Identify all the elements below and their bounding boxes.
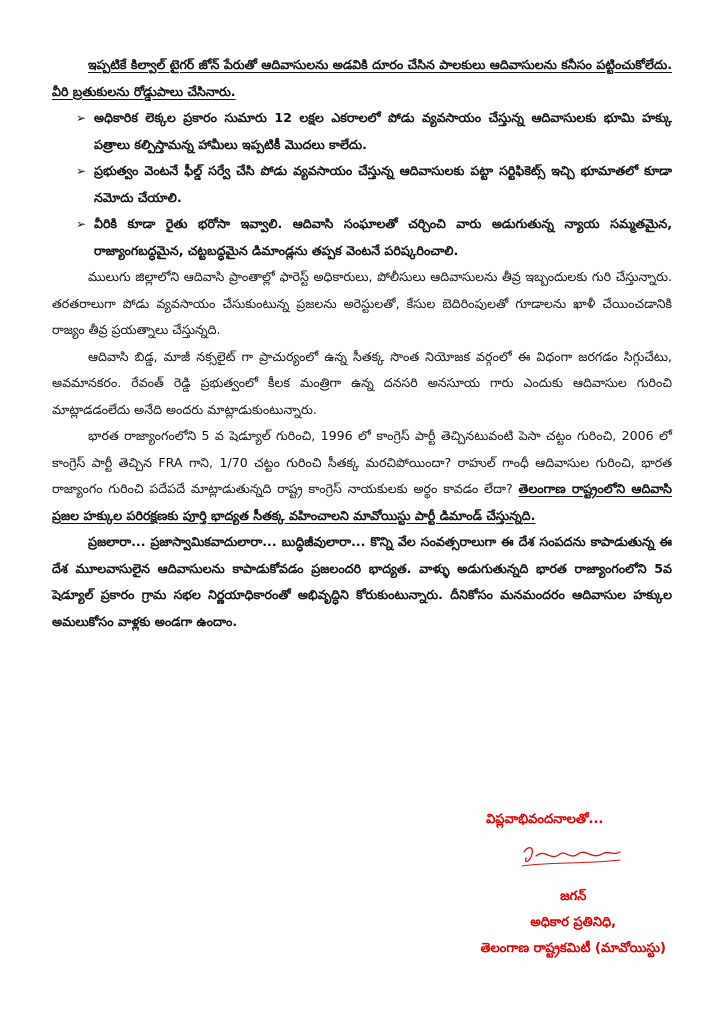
arrow-bullet-icon: ➢ [76, 217, 87, 231]
maoist-demand-text: తెలంగాణ రాష్ట్రంలోని ఆదివాసి ప్రజల హక్కుల పరిరక్షణకు పూర్తి భాద్యత సీతక్క వహించాలని మావోయిస్టు పార్టీ డిమాండ్ చేస్తున్నది. [52, 481, 672, 523]
constitution-paragraph: భారత రాజ్యాంగంలోని 5 వ షెడ్యూల్ గురించి, 1996 లో కాంగ్రెస్ పార్టీ తెచ్చినటువంటి పెసా చట్టం గురించి, 2006 లో కాంగ్రెస్ పార్టీ తెచ్చిన FRA గాని, 1/70 చట్టం గురించి సీతక్క మరచిపోయిందా? రాహుల్ గాంధీ ఆదివాసుల గురించి, భారత రాజ్యాంగం గురించి పదేపదే మాట్లాడుతున్నది రాష్ట్ర కాంగ్రెస్ నాయకులకు అర్థం కావడం లేదా? తెలంగాణ రాష్ట్రంలోని ఆదివాసి ప్రజల హక్కుల పరిరక్షణకు పూర్తి భాద్యత సీతక్క వహించాలని మావోయిస్టు పార్టీ డిమాండ్ చేస్తున్నది. [52, 428, 672, 523]
signatory-block [480, 884, 666, 962]
demands-list [52, 105, 672, 264]
signatory-name: జగన్ [560, 889, 587, 904]
seethakka-paragraph: ఆదివాసి బిడ్డ, మాజీ నక్సలైట్ గా ప్రాచుర్యంలో ఉన్న సీతక్క సొంత నియోజక వర్గంలో ఈ విధంగా జరగడం సిగ్గుచేటు, అవమానకరం. రేవంత్ రెడ్డి ప్రభుత్వంలో కీలక మంత్రిగా ఉన్న దనసరి అనసూయ గారు ఎందుకు ఆదివాసుల గురించి మాట్లాడడంలేదు అనేది అందరు మాట్లాడుకుంటున్నారు. [52, 348, 672, 417]
signatory-committee: తెలంగాణ రాష్ట్రకమిటీ (మావోయిస్టు) [480, 941, 666, 956]
closing-greeting: విప్లవాభివందనాలతో... [486, 812, 604, 827]
intro-paragraph: ఇప్పటికే కిల్వాల్ టైగర్ జోన్ పేరుతో ఆదివాసులను అడవికి దూరం చేసిన పాలకులు ఆదివాసులను కనీసం పట్టించుకోలేదు. వీరి బ్రతుకులను రోడ్డుపాలు చేసినారు. [52, 57, 672, 99]
list-item: ➢ ప్రభుత్వం వెంటనే ఫీల్డ్ సర్వే చేసి పోడు వ్యవసాయం చేస్తున్న ఆదివాసులకు పట్టా సర్టిఫికెట్స్ ఇచ్చి భూమాతలో కూడా నమోదు చేయాలి. [76, 158, 672, 211]
appeal-paragraph: ప్రజలారా... ప్రజాస్వామికవాదులారా... బుద్ధిజీవులారా... కొన్ని వేల సంవత్సరాలుగా ఈ దేశ సంపదను కాపాడుతున్న ఈ దేశ మూలవాసులైన ఆదివాసులను కాపాడుకోవడం ప్రజలందరి భాద్యత. వాళ్ళు అడుగుతున్నది భారత రాజ్యాంగంలోని 5వ షెడ్యూల్ ప్రకారం గ్రామ సభల నిర్ణయాధికారంతో అభివృద్ధిని కోరుకుంటున్నారు. దీనికోసం మనమందరం ఆదివాసుల హక్కుల అమలుకోసం వాళ్లకు అండగా ఉందాం. [52, 534, 672, 629]
arrow-bullet-icon: ➢ [76, 164, 87, 178]
list-item: ➢ అధికారిక లెక్కల ప్రకారం సుమారు 12 లక్షల ఎకరాలలో పోడు వ్యవసాయం చేస్తున్న ఆదివాసులకు భూమి హక్కు పత్రాలు కల్పిస్తామన్న హామీలు ఇప్పటికీ మొదలు కాలేదు. [76, 105, 672, 158]
list-item: ➢ వీరికి కూడా రైతు భరోసా ఇవ్వాలి. ఆదివాసి సంఘాలతో చర్చించి వారు అడుగుతున్న న్యాయ సమ్మతమైన, రాజ్యాంగబద్ధమైన, చట్టబద్ధమైన డిమాండ్లను తప్పక వెంటనే పరిష్కరించాలి. [76, 211, 672, 264]
arrow-bullet-icon: ➢ [76, 111, 87, 125]
signatory-designation: అధికార ప్రతినిధి, [530, 915, 617, 930]
handwritten-signature [516, 838, 626, 880]
mulugu-paragraph: ములుగు జిల్లాలోని ఆదివాసి ప్రాంతాల్లో ఫారెస్ట్ అధికారులు, పోలీసులు ఆదివాసులను తీవ్ర ఇబ్బందులకు గురి చేస్తున్నారు. తరతరాలుగా పోడు వ్యవసాయం చేసుకుంటున్న ప్రజలను అరెస్టులతో, కేసుల బెదిరింపులతో గూడాలను ఖాళీ చేయించడానికి రాజ్యం తీవ్ర ప్రయత్నాలు చేస్తున్నది. [52, 269, 672, 337]
